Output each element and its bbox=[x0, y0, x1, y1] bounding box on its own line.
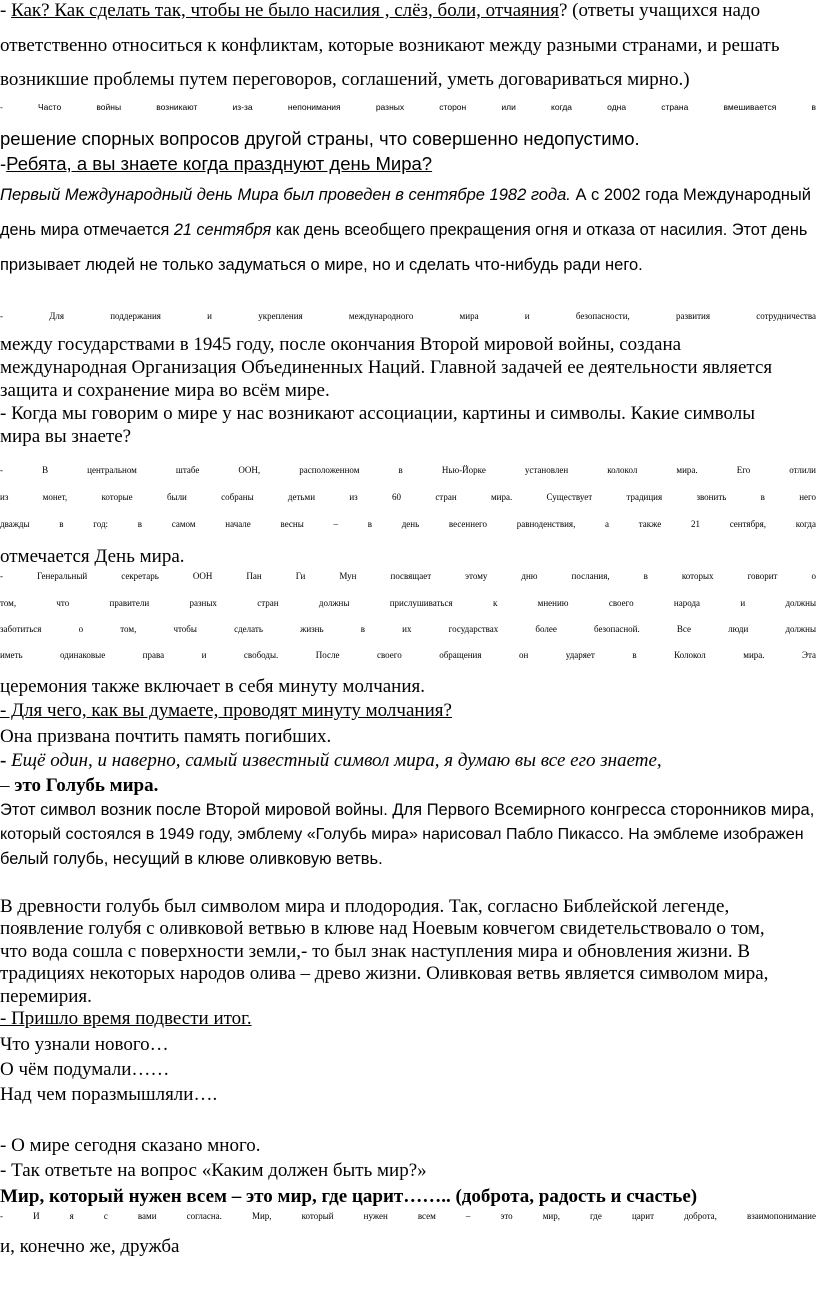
text-line: - И я с вами согласна. Мир, который нужен всем – это мир, где царит доброта, взаимопонимание bbox=[0, 1211, 816, 1221]
dash: – bbox=[0, 775, 15, 796]
text-line: - О мире сегодня сказано много. bbox=[0, 1135, 261, 1156]
text-line: перемирия. bbox=[0, 986, 92, 1007]
text-line: иметь одинаковые права и свободы. После своего обращения он ударяет в Колокол мира. Эта bbox=[0, 650, 816, 660]
text-line: - Когда мы говорим о мире у нас возникают ассоциации, картины и символы. Какие символы bbox=[0, 403, 755, 424]
underlined-question: Как? Как сделать так, чтобы не было насилия , слёз, боли, отчаяния bbox=[11, 0, 559, 21]
underlined-question: Ребята, а вы знаете когда празднуют день Мира? bbox=[6, 153, 433, 174]
text-line: решение спорных вопросов другой страны, что совершенно недопустимо. bbox=[0, 128, 640, 149]
text-line: дважды в год: в самом начале весны – в день весеннего равноденствия, а также 21 сентября, когда bbox=[0, 519, 816, 529]
question-line bbox=[0, 153, 432, 174]
text-line: появление голубя с оливковой ветвью в клюве над Ноевым ковчегом свидетельствовало о том, bbox=[0, 918, 765, 939]
text-line: Она призвана почтить память погибших. bbox=[0, 726, 332, 747]
text-line: и, конечно же, дружба bbox=[0, 1236, 180, 1257]
text-span: как день всеобщего прекращения огня и отказа от насилия. Этот день bbox=[271, 221, 808, 239]
text-line: - Так ответьте на вопрос «Каким должен быть мир?» bbox=[0, 1160, 427, 1181]
text-line: отмечается День мира. bbox=[0, 546, 185, 567]
text-line: из монет, которые были собраны детьми из 60 стран мира. Существует традиция звонить в него bbox=[0, 492, 816, 502]
text-line: мира вы знаете? bbox=[0, 426, 132, 447]
text-line: между государствами в 1945 году, после окончания Второй мировой войны, создана bbox=[0, 334, 682, 355]
text-line: ответственно относиться к конфликтам, которые возникают между разными странами, и решать bbox=[0, 35, 780, 56]
bold-symbol-name: это Голубь мира. bbox=[14, 775, 159, 796]
text-line: - В центральном штабе ООН, расположенном в Нью-Йорке установлен колокол мира. Его отлили bbox=[0, 465, 816, 475]
text-line: церемония также включает в себя минуту молчания. bbox=[0, 676, 426, 697]
text-line bbox=[0, 186, 811, 205]
text-line: традициях некоторых народов олива – древо жизни. Оливковая ветвь является символом мира, bbox=[0, 963, 769, 984]
underlined-heading: - Пришло время подвести итог. bbox=[0, 1008, 252, 1029]
answer-text: ? (ответы учащихся надо bbox=[558, 0, 761, 21]
text-span: день мира отмечается bbox=[0, 221, 174, 239]
text-line: том, что правители разных стран должны прислушиваться к мнению своего народа и должны bbox=[0, 598, 816, 608]
text-line: который состоялся в 1949 году, эмблему «Голубь мира» нарисовал Пабло Пикассо. На эмблеме изображен bbox=[0, 826, 804, 843]
italic-text: Ещё один, и наверно, самый известный символ мира, я думаю вы все его знаете, bbox=[11, 750, 662, 771]
text-line: возникшие проблемы путем переговоров, соглашений, уметь договариваться мирно.) bbox=[0, 69, 690, 90]
text-line bbox=[0, 750, 662, 772]
text-span: А с 2002 года Международный bbox=[570, 186, 811, 204]
italic-fact: Первый Международный день Мира был проведен в сентябре 1982 года. bbox=[0, 186, 571, 204]
text-line: - Часто войны возникают из-за непонимания разных сторон или когда одна страна вмешивается в bbox=[0, 102, 816, 112]
text-line: заботиться о том, чтобы сделать жизнь в их государствах более безопасной. Все люди должны bbox=[0, 624, 816, 634]
text-line bbox=[0, 221, 807, 240]
text-line: О чём подумали…… bbox=[0, 1059, 170, 1080]
underlined-question: - Для чего, как вы думаете, проводят минуту молчания? bbox=[0, 700, 452, 721]
text-line: призывает людей не только задуматься о мире, но и сделать что-нибудь ради него. bbox=[0, 256, 643, 274]
text-line: что вода сошла с поверхности земли,- то был знак наступления мира и обновления жизни. В bbox=[0, 941, 751, 962]
text-line: защита и сохранение мира во всём мире. bbox=[0, 380, 330, 401]
dash: - bbox=[0, 153, 7, 174]
text-line: Что узнали нового… bbox=[0, 1034, 169, 1055]
italic-date: 21 сентября bbox=[173, 221, 272, 239]
text-line: - Генеральный секретарь ООН Пан Ги Мун посвящает этому дню послания, в которых говорит о bbox=[0, 571, 816, 581]
dash: - bbox=[0, 0, 12, 21]
bold-answer-line: Мир, который нужен всем – это мир, где царит…….. (доброта, радость и счастье) bbox=[0, 1186, 698, 1207]
dash: - bbox=[0, 750, 12, 771]
text-line: В древности голубь был символом мира и плодородия. Так, согласно Библейской легенде, bbox=[0, 896, 730, 917]
text-line: - Для поддержания и укрепления международного мира и безопасности, развития сотрудничества bbox=[0, 311, 816, 321]
text-line bbox=[0, 775, 158, 797]
text-line: Над чем поразмышляли…. bbox=[0, 1084, 218, 1105]
question-line-1 bbox=[0, 0, 760, 22]
text-line: Этот символ возник после Второй мировой войны. Для Первого Всемирного конгресса сторонников мира, bbox=[0, 801, 815, 819]
text-line: международная Организация Объединенных Наций. Главной задачей ее деятельности является bbox=[0, 357, 773, 378]
text-line: белый голубь, несущий в клюве оливковую ветвь. bbox=[0, 850, 383, 868]
